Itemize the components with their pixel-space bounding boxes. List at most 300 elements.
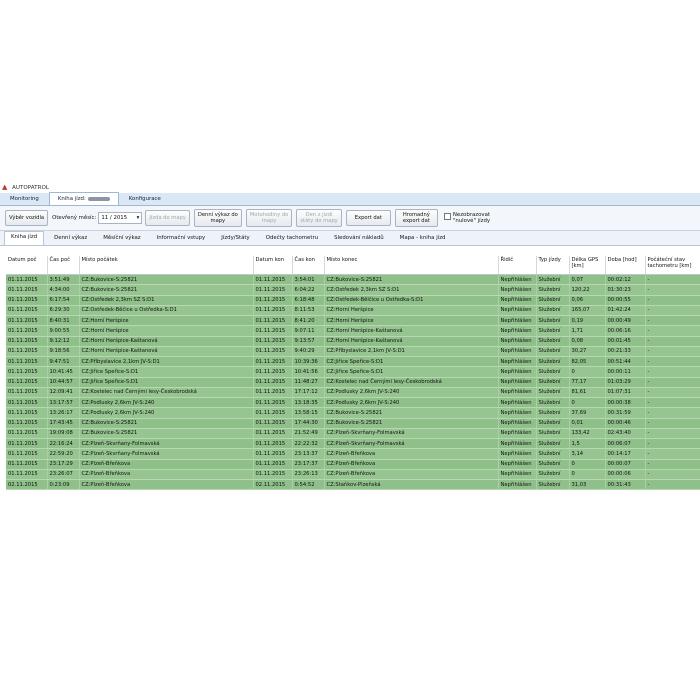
table-cell: - <box>645 346 700 356</box>
jizda-do-mapy-button[interactable]: Jízda do mapy <box>145 210 190 226</box>
table-cell: 23:17:29 <box>47 459 79 469</box>
denni-vykaz-line1: Denní výkaz do <box>197 212 238 218</box>
denni-vykaz-line2: mapy <box>210 218 226 224</box>
table-cell: 77,17 <box>569 377 605 387</box>
table-cell: 01.11.2015 <box>253 449 292 459</box>
table-cell: 6:18:48 <box>292 295 324 305</box>
table-cell: 01.11.2015 <box>253 346 292 356</box>
month-label: Otevřený měsíc: <box>52 215 97 221</box>
table-cell: Služební <box>536 367 569 377</box>
table-cell: Nepřihlášen <box>498 408 536 418</box>
table-cell: - <box>645 469 700 479</box>
motohodiny-line2: mapy <box>261 218 277 224</box>
table-cell: CZ:Bukovice-S:25821 <box>79 428 253 438</box>
table-cell: 01:03:29 <box>605 377 645 387</box>
table-cell: 01.11.2015 <box>253 439 292 449</box>
table-cell: Nepřihlášen <box>498 449 536 459</box>
table-cell: 01.11.2015 <box>253 408 292 418</box>
table-cell: CZ:Plzeň-Břeňkova <box>79 480 253 490</box>
tab-konfigurace[interactable] <box>121 193 169 205</box>
table-cell: CZ:Příbyslavice 2,1km JV-S:D1 <box>79 357 253 367</box>
column-header[interactable]: Čas kon <box>292 256 324 275</box>
table-row[interactable] <box>6 305 700 315</box>
table-cell: CZ:Bukovice-S:25821 <box>79 418 253 428</box>
autopatrol-logo-icon: ▲ <box>2 183 8 191</box>
table-cell: 00:31:59 <box>605 408 645 418</box>
table-cell: 120,22 <box>569 285 605 295</box>
nezobrazovat-line2: "nulové" jízdy <box>452 218 491 224</box>
nezobrazovat-line1: Nezobrazovat <box>452 212 490 218</box>
table-cell: 12:09:41 <box>47 387 79 397</box>
table-cell: Služební <box>536 305 569 315</box>
motohodiny-do-mapy-button[interactable] <box>246 209 293 227</box>
table-cell: Služební <box>536 377 569 387</box>
column-header[interactable]: Doba [hod] <box>605 256 645 275</box>
table-cell: 01.11.2015 <box>253 469 292 479</box>
table-cell: 3,14 <box>569 449 605 459</box>
table-cell: CZ:Podlusky 2,6km JV-S:240 <box>324 387 498 397</box>
table-cell: 13:58:15 <box>292 408 324 418</box>
table-cell: 8:40:31 <box>47 316 79 326</box>
subtab-mesicni-vykaz[interactable]: Měsíční výkaz <box>103 234 141 241</box>
table-cell: 02:43:40 <box>605 428 645 438</box>
table-cell: 01.11.2015 <box>253 275 292 285</box>
table-cell: CZ:Horní Heršpice-Kaštanová <box>324 326 498 336</box>
table-cell: CZ:Plzeň-Břeňkova <box>324 459 498 469</box>
table-cell: - <box>645 316 700 326</box>
export-dat-button[interactable]: Export dat <box>346 210 391 226</box>
table-cell: 3:51:49 <box>47 275 79 285</box>
table-cell: 00:01:45 <box>605 336 645 346</box>
denni-vykaz-do-mapy-button[interactable] <box>194 209 242 227</box>
tab-kniha-jizd-label: Kniha jízd: <box>57 196 86 202</box>
table-row[interactable] <box>6 428 700 438</box>
table-cell: 00:00:55 <box>605 295 645 305</box>
table-cell: 01.11.2015 <box>6 387 47 397</box>
trip-table <box>6 256 700 490</box>
table-cell: CZ:Kostelec nad Černými lesy-Českobrodská <box>79 387 253 397</box>
table-cell: CZ:Plzeň-Břeňkova <box>324 469 498 479</box>
checkbox-box[interactable] <box>444 213 451 220</box>
table-cell: CZ:Jiřice Speřice-S:D1 <box>79 377 253 387</box>
table-cell: Nepřihlášen <box>498 326 536 336</box>
table-cell: - <box>645 285 700 295</box>
table-cell: - <box>645 418 700 428</box>
table-cell: - <box>645 428 700 438</box>
table-cell: 00:00:07 <box>605 459 645 469</box>
table-cell: 13:17:57 <box>47 398 79 408</box>
hromadny-export-button[interactable] <box>395 209 438 227</box>
month-select-value: 11 / 2015 <box>101 215 128 221</box>
table-cell: 01.11.2015 <box>253 336 292 346</box>
table-cell: Služební <box>536 295 569 305</box>
table-cell: 0 <box>569 367 605 377</box>
table-cell: CZ:Plzeň-Břeňkova <box>79 469 253 479</box>
table-cell: 01.11.2015 <box>253 295 292 305</box>
table-cell: 01.11.2015 <box>6 367 47 377</box>
table-cell: Nepřihlášen <box>498 428 536 438</box>
motohodiny-line1: Motohodiny do <box>249 212 289 218</box>
table-row[interactable] <box>6 469 700 479</box>
table-cell: Služební <box>536 357 569 367</box>
table-cell: 01.11.2015 <box>6 357 47 367</box>
table-cell: CZ:Plzeň-Skvrňany-Folmavská <box>324 428 498 438</box>
table-row[interactable] <box>6 459 700 469</box>
table-cell: 01.11.2015 <box>253 285 292 295</box>
table-cell: 6:17:54 <box>47 295 79 305</box>
table-cell: Nepřihlášen <box>498 439 536 449</box>
table-cell: CZ:Příbyslavice 2,1km JV-S:D1 <box>324 346 498 356</box>
column-header[interactable]: Datum poč <box>6 256 47 275</box>
table-cell: 10:44:57 <box>47 377 79 387</box>
table-cell: 1,71 <box>569 326 605 336</box>
table-cell: 0,07 <box>569 275 605 285</box>
table-cell: 01.11.2015 <box>6 285 47 295</box>
table-cell: CZ:Bukovice-S:25821 <box>79 285 253 295</box>
column-header[interactable]: Místo konec <box>324 256 498 275</box>
table-cell: CZ:Ostředek-Bělčice u Ostředka-S:D1 <box>324 295 498 305</box>
main-tabs <box>0 193 700 206</box>
table-cell: 01:30:23 <box>605 285 645 295</box>
tab-monitoring-label: Monitoring <box>10 196 39 202</box>
table-row[interactable] <box>6 377 700 387</box>
table-cell: Nepřihlášen <box>498 377 536 387</box>
toolbar <box>0 206 700 231</box>
table-row[interactable] <box>6 449 700 459</box>
den-z-jizdi-button[interactable] <box>296 209 341 227</box>
subtab-informacni-vstupy[interactable]: Informační vstupy <box>156 234 206 241</box>
table-cell: CZ:Jiřice Speřice-S:D1 <box>324 357 498 367</box>
table-cell: 01.11.2015 <box>253 459 292 469</box>
table-cell: 01.11.2015 <box>6 428 47 438</box>
table-cell: CZ:Ostředek 2,3km SZ S:D1 <box>79 295 253 305</box>
table-cell: - <box>645 336 700 346</box>
table-cell: Služební <box>536 326 569 336</box>
table-cell: 22:22:32 <box>292 439 324 449</box>
table-cell: CZ:Bukovice-S:25821 <box>324 275 498 285</box>
table-cell: 9:13:57 <box>292 336 324 346</box>
table-cell: 00:14:17 <box>605 449 645 459</box>
table-row[interactable] <box>6 295 700 305</box>
table-cell: Služební <box>536 408 569 418</box>
table-cell: 19:09:08 <box>47 428 79 438</box>
table-cell: Služební <box>536 439 569 449</box>
table-cell: 10:41:56 <box>292 367 324 377</box>
table-row[interactable] <box>6 439 700 449</box>
table-cell: Služební <box>536 316 569 326</box>
column-header[interactable]: Datum kon <box>253 256 292 275</box>
table-cell: Služební <box>536 398 569 408</box>
table-cell: Nepřihlášen <box>498 418 536 428</box>
table-cell: 01.11.2015 <box>6 346 47 356</box>
table-cell: Nepřihlášen <box>498 275 536 285</box>
table-row[interactable] <box>6 387 700 397</box>
table-cell: CZ:Podlusky 2,6km JV-S:240 <box>79 408 253 418</box>
table-cell: 0:54:52 <box>292 480 324 490</box>
table-cell: 9:00:55 <box>47 326 79 336</box>
table-cell: 01.11.2015 <box>6 439 47 449</box>
table-cell: Nepřihlášen <box>498 336 536 346</box>
table-cell: 9:07:11 <box>292 326 324 336</box>
table-cell: CZ:Jiřice Speřice-S:D1 <box>324 367 498 377</box>
table-cell: 23:26:07 <box>47 469 79 479</box>
table-cell: 01:07:31 <box>605 387 645 397</box>
table-cell: Nepřihlášen <box>498 316 536 326</box>
table-cell: Nepřihlášen <box>498 357 536 367</box>
table-cell: Nepřihlášen <box>498 480 536 490</box>
table-cell: CZ:Bukovice-S:25821 <box>324 418 498 428</box>
subtab-denni-vykaz[interactable]: Denní výkaz <box>54 234 88 241</box>
table-cell: - <box>645 398 700 408</box>
den-z-jizdi-line1: Den z jízdí <box>305 212 333 218</box>
table-cell: - <box>645 305 700 315</box>
table-cell: 10:41:45 <box>47 367 79 377</box>
table-row[interactable] <box>6 285 700 295</box>
table-cell: Služební <box>536 387 569 397</box>
table-cell: 23:26:13 <box>292 469 324 479</box>
table-cell: 6:04:22 <box>292 285 324 295</box>
table-row[interactable] <box>6 336 700 346</box>
table-row[interactable] <box>6 398 700 408</box>
table-cell: 01.11.2015 <box>253 387 292 397</box>
table-cell: - <box>645 480 700 490</box>
hromadny-line2: export dat <box>402 218 430 224</box>
table-cell: CZ:Ostředek 2,3km SZ S:D1 <box>324 285 498 295</box>
table-cell: CZ:Ostředek-Běčice u Ostředka-S:D1 <box>79 305 253 315</box>
table-row[interactable] <box>6 357 700 367</box>
table-cell: 01.11.2015 <box>6 418 47 428</box>
table-cell: 17:44:30 <box>292 418 324 428</box>
table-cell: CZ:Kostelec nad Černými lesy-Českobrodská <box>324 377 498 387</box>
subtab-odecty-tachometru[interactable]: Odečty tachometru <box>265 234 319 241</box>
table-cell: Služební <box>536 275 569 285</box>
table-row[interactable] <box>6 480 700 490</box>
table-cell: Nepřihlášen <box>498 285 536 295</box>
table-cell: 01.11.2015 <box>6 336 47 346</box>
table-cell: CZ:Podlusky 2,6km JV-S:240 <box>79 398 253 408</box>
subtab-sledovani-nakladu[interactable]: Sledování nákladů <box>334 234 384 241</box>
table-cell: 01.11.2015 <box>253 377 292 387</box>
table-cell: 9:18:56 <box>47 346 79 356</box>
table-cell: Služební <box>536 285 569 295</box>
table-cell: 01.11.2015 <box>253 305 292 315</box>
table-cell: 0 <box>569 469 605 479</box>
table-cell: 9:47:51 <box>47 357 79 367</box>
table-cell: 02.11.2015 <box>253 480 292 490</box>
table-cell: 01.11.2015 <box>253 367 292 377</box>
table-cell: 00:51:44 <box>605 357 645 367</box>
table-cell: 30,27 <box>569 346 605 356</box>
table-cell: 01.11.2015 <box>6 459 47 469</box>
nezobrazovat-checkbox[interactable] <box>444 212 490 224</box>
table-cell: 02.11.2015 <box>6 480 47 490</box>
vyber-vozidla-button[interactable]: Výběr vozidla <box>5 210 48 226</box>
table-cell: 01.11.2015 <box>6 449 47 459</box>
subtab-mapa-kniha-jizd[interactable]: Mapa - kniha jízd <box>399 234 446 241</box>
table-cell: - <box>645 387 700 397</box>
table-cell: - <box>645 449 700 459</box>
table-cell: Služební <box>536 469 569 479</box>
table-cell: Nepřihlášen <box>498 346 536 356</box>
table-cell: 01.11.2015 <box>6 408 47 418</box>
table-cell: 22:59:20 <box>47 449 79 459</box>
table-row[interactable] <box>6 367 700 377</box>
table-cell: CZ:Horní Heršpice-Kaštanová <box>79 346 253 356</box>
table-cell: - <box>645 326 700 336</box>
table-cell: CZ:Bukovice-S:25821 <box>324 408 498 418</box>
table-cell: CZ:Plzeň-Břeňkova <box>324 449 498 459</box>
table-cell: Služební <box>536 336 569 346</box>
table-cell: 00:00:49 <box>605 316 645 326</box>
table-cell: 13:18:35 <box>292 398 324 408</box>
table-row[interactable] <box>6 346 700 356</box>
table-cell: 00:02:12 <box>605 275 645 285</box>
table-cell: 01.11.2015 <box>6 469 47 479</box>
table-row[interactable] <box>6 326 700 336</box>
table-cell: CZ:Horní Heršpice <box>79 316 253 326</box>
table-cell: 01.11.2015 <box>253 326 292 336</box>
table-cell: 4:34:00 <box>47 285 79 295</box>
month-select[interactable] <box>98 212 142 224</box>
table-cell: 82,05 <box>569 357 605 367</box>
table-cell: 00:06:16 <box>605 326 645 336</box>
table-cell: CZ:Podlusky 2,6km JV-S:240 <box>324 398 498 408</box>
table-cell: 00:00:46 <box>605 418 645 428</box>
table-cell: 00:00:38 <box>605 398 645 408</box>
table-cell: 00:31:43 <box>605 480 645 490</box>
table-cell: Nepřihlášen <box>498 459 536 469</box>
table-cell: 01.11.2015 <box>253 418 292 428</box>
tab-kniha-jizd[interactable] <box>49 192 119 205</box>
table-cell: - <box>645 377 700 387</box>
subtab-kniha-jizd[interactable]: Kniha jízd <box>4 231 44 245</box>
table-cell: 00:00:06 <box>605 469 645 479</box>
table-cell: 11:48:27 <box>292 377 324 387</box>
column-header[interactable]: Řidič <box>498 256 536 275</box>
table-cell: CZ:Horní Heršpice-Kaštanová <box>79 336 253 346</box>
table-cell: 9:40:29 <box>292 346 324 356</box>
table-cell: Služební <box>536 346 569 356</box>
table-cell: 31,03 <box>569 480 605 490</box>
table-cell: Služební <box>536 449 569 459</box>
table-cell: CZ:Horní Heršpice <box>324 316 498 326</box>
table-cell: 01.11.2015 <box>253 398 292 408</box>
table-cell: 23:13:37 <box>292 449 324 459</box>
table-cell: Služební <box>536 459 569 469</box>
table-cell: Služební <box>536 480 569 490</box>
table-cell: 1,5 <box>569 439 605 449</box>
table-cell: - <box>645 367 700 377</box>
table-row[interactable] <box>6 316 700 326</box>
table-cell: 17:43:45 <box>47 418 79 428</box>
table-cell: 0:23:09 <box>47 480 79 490</box>
table-cell: 01.11.2015 <box>6 316 47 326</box>
table-cell: 01.11.2015 <box>6 377 47 387</box>
table-cell: - <box>645 439 700 449</box>
column-header[interactable]: Místo počátek <box>79 256 253 275</box>
table-cell: 8:11:53 <box>292 305 324 315</box>
table-row[interactable] <box>6 418 700 428</box>
subtab-jizdy-staty[interactable]: Jízdy/Státy <box>221 234 250 241</box>
app-title: AUTOPATROL <box>12 184 49 191</box>
table-cell: 0,19 <box>569 316 605 326</box>
table-cell: 01.11.2015 <box>6 295 47 305</box>
column-header[interactable]: Počáteční stav tachometru [km] <box>645 256 700 275</box>
autopatrol-window <box>0 182 700 510</box>
table-cell: CZ:Plzeň-Skvrňany-Folmavská <box>79 439 253 449</box>
table-cell: 00:00:11 <box>605 367 645 377</box>
column-header[interactable]: Čas poč <box>47 256 79 275</box>
table-cell: 01.11.2015 <box>6 398 47 408</box>
table-header-row <box>6 256 700 275</box>
table-cell: 37,69 <box>569 408 605 418</box>
table-cell: Služební <box>536 418 569 428</box>
table-cell: - <box>645 295 700 305</box>
table-cell: 0 <box>569 398 605 408</box>
table-cell: 01.11.2015 <box>253 357 292 367</box>
sub-tabs <box>0 231 700 246</box>
table-cell: 8:41:20 <box>292 316 324 326</box>
table-cell: 3:54:01 <box>292 275 324 285</box>
table-cell: CZ:Horní Heršpice <box>79 326 253 336</box>
redacted-vehicle-name <box>88 197 110 201</box>
column-header[interactable]: Délka GPS [km] <box>569 256 605 275</box>
table-cell: 0,01 <box>569 418 605 428</box>
table-cell: - <box>645 459 700 469</box>
table-cell: 01.11.2015 <box>6 305 47 315</box>
table-cell: 21:52:49 <box>292 428 324 438</box>
table-cell: CZ:Horní Heršpice-Kaštanová <box>324 336 498 346</box>
table-cell: 0,06 <box>569 295 605 305</box>
table-cell: CZ:Plzeň-Skvrňany-Folmavská <box>79 449 253 459</box>
table-cell: Služební <box>536 428 569 438</box>
table-cell: 01:42:24 <box>605 305 645 315</box>
table-cell: CZ:Horní Heršpice <box>324 305 498 315</box>
tab-konfigurace-label: Konfigurace <box>128 196 161 202</box>
chevron-down-icon: ▾ <box>136 215 140 221</box>
table-cell: CZ:Plzeň-Břeňkova <box>79 459 253 469</box>
table-cell: 00:21:33 <box>605 346 645 356</box>
table-cell: - <box>645 408 700 418</box>
table-cell: 23:17:37 <box>292 459 324 469</box>
table-row[interactable] <box>6 275 700 285</box>
table-cell: 0 <box>569 459 605 469</box>
table-cell: Nepřihlášen <box>498 469 536 479</box>
table-cell: 165,07 <box>569 305 605 315</box>
table-cell: CZ:Staňkov-Plzeňská <box>324 480 498 490</box>
table-cell: 01.11.2015 <box>253 428 292 438</box>
hromadny-line1: Hromadný <box>402 212 430 218</box>
table-cell: - <box>645 275 700 285</box>
column-header[interactable]: Typ jízdy <box>536 256 569 275</box>
table-cell: 9:12:12 <box>47 336 79 346</box>
table-row[interactable] <box>6 408 700 418</box>
table-cell: Nepřihlášen <box>498 387 536 397</box>
table-cell: 6:29:30 <box>47 305 79 315</box>
table-cell: 133,42 <box>569 428 605 438</box>
tab-monitoring[interactable] <box>2 193 47 205</box>
table-cell: 10:39:36 <box>292 357 324 367</box>
table-cell: 01.11.2015 <box>6 275 47 285</box>
table-cell: - <box>645 357 700 367</box>
table-cell: CZ:Plzeň-Skvrňany-Folmavská <box>324 439 498 449</box>
table-cell: 01.11.2015 <box>253 316 292 326</box>
table-cell: 0,08 <box>569 336 605 346</box>
table-cell: 17:17:12 <box>292 387 324 397</box>
table-cell: 13:26:17 <box>47 408 79 418</box>
table-cell: 01.11.2015 <box>6 326 47 336</box>
table-cell: CZ:Bukovice-S:25821 <box>79 275 253 285</box>
